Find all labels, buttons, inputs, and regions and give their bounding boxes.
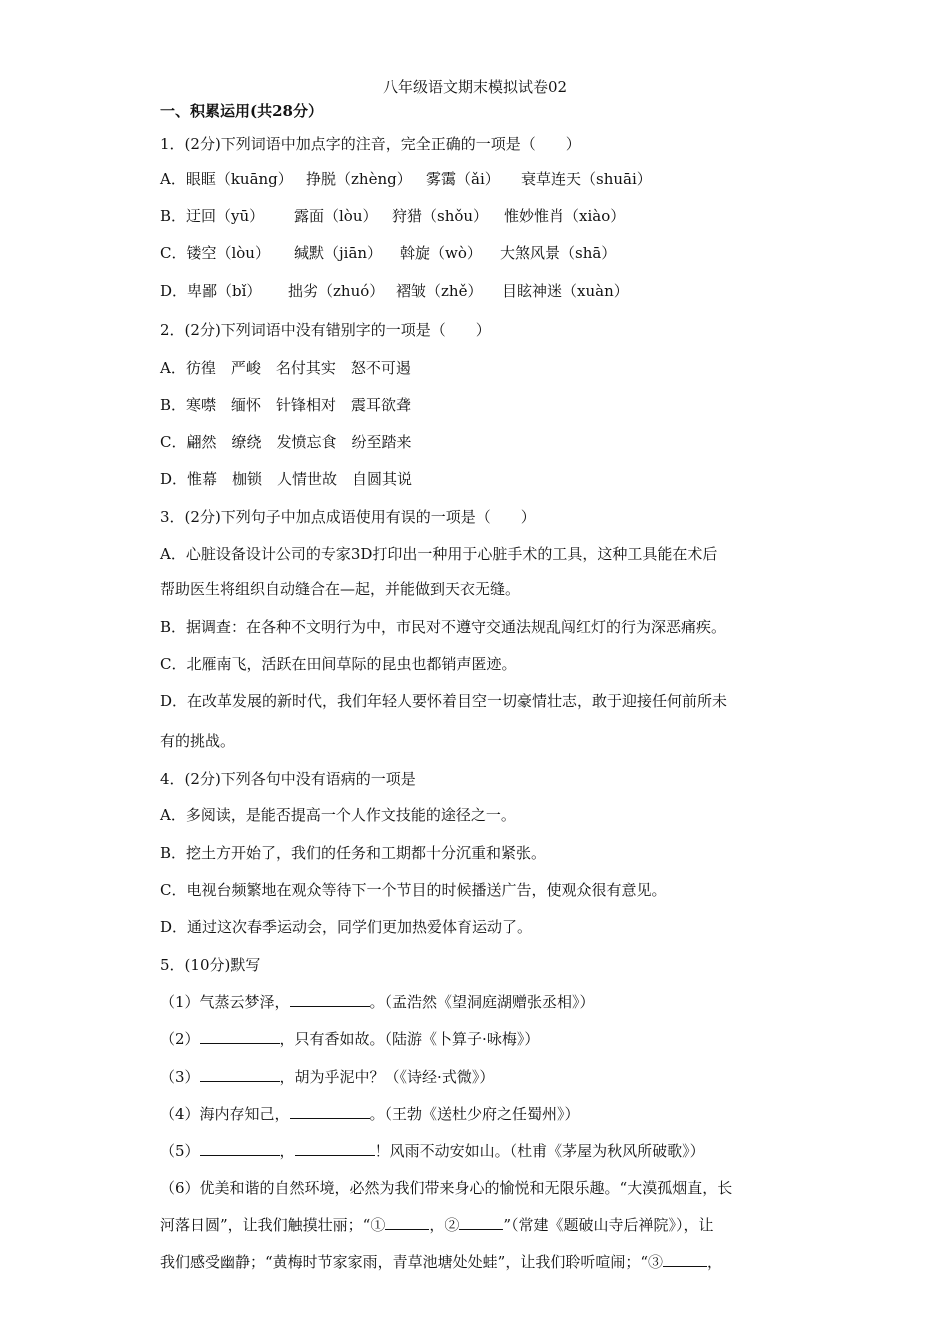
- q5-item-6-text-e: ，: [707, 1253, 723, 1271]
- q1-d-word4: 目眩神迷（xuàn）: [502, 282, 629, 300]
- q5-item-1: [160, 991, 595, 1012]
- q5-item-6-line2: [160, 1214, 714, 1235]
- q1-b-word4: 惟妙惟肖（xiào）: [504, 207, 626, 225]
- q1-a-word2: 挣脱（zhèng）: [306, 170, 412, 188]
- q1-a-word3: 雾霭（ǎi）: [426, 170, 500, 188]
- q5-item-6-text-b: ，②: [429, 1216, 460, 1234]
- q1-a-word1: A．眼眶（kuāng）: [160, 170, 293, 188]
- q4-option-d: D．通过这次春季运动会，同学们更加热爱体育运动了。: [160, 918, 533, 936]
- q5-item-6-text-a: 河落日圆”，让我们触摸壮丽；“①: [160, 1216, 386, 1234]
- q5-item-6-line3: [160, 1251, 722, 1272]
- q1-d-word1: D．卑鄙（bǐ）: [160, 282, 262, 300]
- q1-option-a: [160, 168, 652, 189]
- q3-option-a-line2: 帮助医生将组织自动缝合在—起，并能做到天衣无缝。: [160, 580, 521, 598]
- q1-c-word1: C．镂空（lòu）: [160, 244, 270, 262]
- q3-option-a-line1: A．心脏设备设计公司的专家3D打印出一种用于心脏手术的工具，这种工具能在术后: [160, 545, 718, 563]
- answer-blank[interactable]: [290, 994, 370, 1007]
- page-title: 八年级语文期末模拟试卷02: [382, 78, 568, 96]
- q4-option-b: B．挖土方开始了，我们的任务和工期都十分沉重和紧张。: [160, 844, 547, 862]
- q5-item-3-text: ，胡为乎泥中？（《诗经·式微》）: [279, 1068, 495, 1086]
- q1-a-word4: 衰草连天（shuāi）: [521, 170, 652, 188]
- answer-blank[interactable]: [459, 1217, 503, 1230]
- q2-stem: 2．(2分)下列词语中没有错别字的一项是（ ）: [160, 321, 491, 339]
- q5-item-2-num: （2）: [160, 1030, 200, 1048]
- answer-blank[interactable]: [385, 1217, 429, 1230]
- q5-item-6-line1: （6）优美和谐的自然环境，必然为我们带来身心的愉悦和无限乐趣。“大漠孤烟直，长: [160, 1179, 733, 1197]
- q1-d-word3: 褶皱（zhě）: [396, 282, 483, 300]
- q3-option-d-line2: 有的挑战。: [160, 732, 236, 750]
- q1-c-word3: 斡旋（wò）: [400, 244, 482, 262]
- q5-item-4-source: 。（王勃《送杜少府之任蜀州》）: [369, 1105, 580, 1123]
- q5-item-4: [160, 1103, 580, 1124]
- q2-option-d: D．惟幕 枷锁 人情世故 自圆其说: [160, 470, 413, 488]
- q5-item-6-text-d: 我们感受幽静；“黄梅时节家家雨，青草池塘处处蛙”，让我们聆听喧闹；“③: [160, 1253, 664, 1271]
- q1-option-c: [160, 242, 616, 263]
- q2-option-b: B．寒噤 缅怀 针锋相对 震耳欲聋: [160, 396, 412, 414]
- q3-option-b: B．据调查：在各种不文明行为中，市民对不遵守交通法规乱闯红灯的行为深恶痛疾。: [160, 618, 727, 636]
- q5-item-3-num: （3）: [160, 1068, 200, 1086]
- q5-item-4-text: （4）海内存知己，: [160, 1105, 290, 1123]
- answer-blank[interactable]: [295, 1143, 375, 1156]
- q2-option-a: A．彷徨 严峻 名付其实 怒不可遏: [160, 359, 411, 377]
- q3-option-c: C．北雁南飞，活跃在田间草际的昆虫也都销声匿迹。: [160, 655, 517, 673]
- q5-item-5-text: ！风雨不动安如山。（杜甫《茅屋为秋风所破歌》）: [374, 1142, 705, 1160]
- q1-option-d: [160, 280, 629, 301]
- q1-c-word2: 缄默（jiān）: [294, 244, 383, 262]
- q1-option-b: [160, 205, 625, 226]
- q1-c-word4: 大煞风景（shā）: [500, 244, 617, 262]
- q1-b-word3: 狩猎（shǒu）: [392, 207, 489, 225]
- q5-item-3: [160, 1066, 494, 1087]
- q5-item-6-text-c: ”（常建《题破山寺后禅院》），让: [503, 1216, 714, 1234]
- q1-b-word2: 露面（lòu）: [294, 207, 378, 225]
- q1-stem: 1．(2分)下列词语中加点字的注音，完全正确的一项是（ ）: [160, 135, 581, 153]
- q5-item-2: [160, 1028, 539, 1049]
- q1-d-word2: 拙劣（zhuó）: [288, 282, 385, 300]
- section-heading: 一、积累运用(共28分）: [160, 102, 323, 120]
- q4-stem: 4．(2分)下列各句中没有语病的一项是: [160, 770, 416, 788]
- q2-option-c: C．翩然 缭绕 发愤忘食 纷至踏来: [160, 433, 412, 451]
- q5-item-1-text: （1）气蒸云梦泽，: [160, 993, 290, 1011]
- answer-blank[interactable]: [200, 1031, 280, 1044]
- q3-option-d-line1: D．在改革发展的新时代，我们年轻人要怀着目空一切豪情壮志，敢于迎接任何前所未: [160, 692, 728, 710]
- q5-item-1-source: 。（孟浩然《望洞庭湖赠张丞相》）: [369, 993, 595, 1011]
- q3-stem: 3．(2分)下列句子中加点成语使用有误的一项是（ ）: [160, 508, 536, 526]
- q5-item-5-comma: ，: [279, 1142, 295, 1160]
- q5-item-5: [160, 1140, 705, 1161]
- answer-blank[interactable]: [200, 1069, 280, 1082]
- q5-item-5-num: （5）: [160, 1142, 200, 1160]
- q4-option-a: A．多阅读，是能否提高一个人作文技能的途径之一。: [160, 806, 516, 824]
- q5-item-2-text: ，只有香如故。（陆游《卜算子·咏梅》）: [279, 1030, 540, 1048]
- answer-blank[interactable]: [663, 1254, 707, 1267]
- answer-blank[interactable]: [290, 1106, 370, 1119]
- q4-option-c: C．电视台频繁地在观众等待下一个节目的时候播送广告，使观众很有意见。: [160, 881, 667, 899]
- q1-b-word1: B．迂回（yū）: [160, 207, 265, 225]
- answer-blank[interactable]: [200, 1143, 280, 1156]
- q5-stem: 5．(10分)默写: [160, 956, 261, 974]
